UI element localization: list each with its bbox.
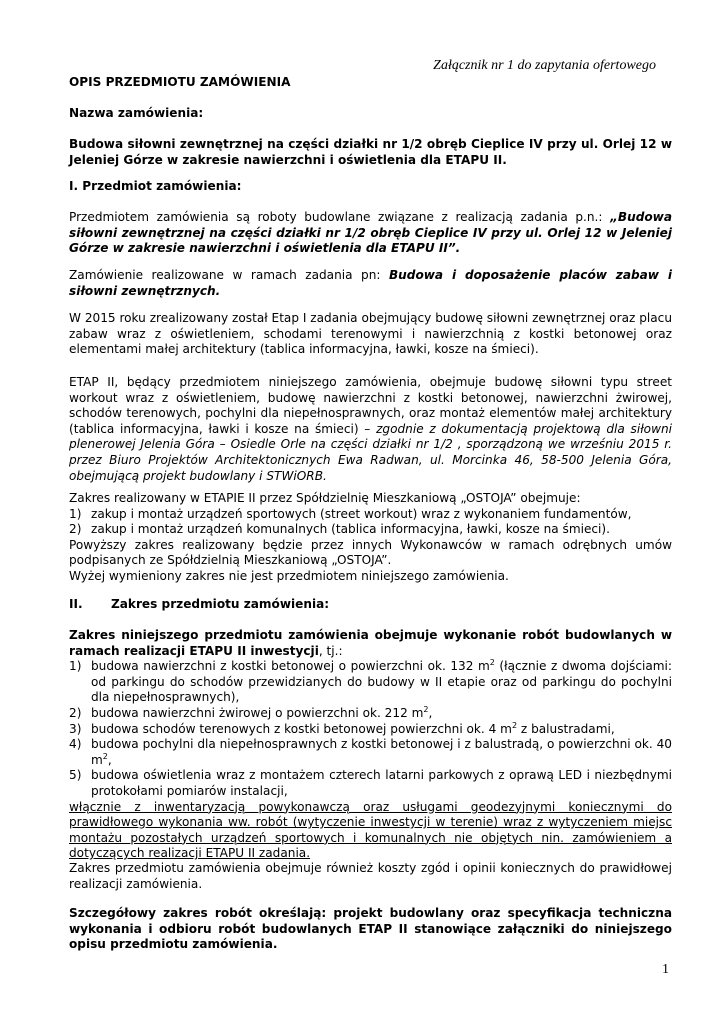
annex-label: Załącznik nr 1 do zapytania ofertowego [433, 58, 656, 73]
list-item-number: 5) [69, 768, 82, 783]
list-item-text: zakup i montaż urządzeń sportowych (street workout) wraz z wykonaniem fundamentów, [91, 506, 632, 521]
section-2-lead-bold: Zakres niniejszego przedmiotu zamówienia obejmuje wykonanie robót budowlanych w ramach realizacji ETAPU II inwestycji [69, 628, 672, 658]
list-item [69, 522, 672, 538]
section-1-heading: I. Przedmiot zamówienia: [69, 179, 242, 193]
program-task-name: Budowa i doposażenie placów zabaw i siłowni zewnętrznych. [69, 268, 672, 298]
scope-intro: Zakres realizowany w ETAPIE II przez Spółdzielnię Mieszkaniową „OSTOJA” obejmuje: [69, 491, 581, 505]
list-item [69, 659, 672, 706]
section-2-scope [69, 628, 672, 862]
section-1-paragraph-stage-2 [69, 375, 672, 484]
section-2-title: Zakres przedmiotu zamówienia: [111, 597, 330, 611]
stage-2-text: ETAP II, będący przedmiotem niniejszego zamówienia, obejmuje budowę siłowni typu street workout wraz z oświetleniem, budowę nawierzchni z kostki betonowej, nawierzchni żwirowej, schodów terenowych, pochylni dla niepełnosprawnych, oraz montaż elementów małej architektury (tablica informacyjna, ławki i kosze na śmieci) – [69, 375, 672, 436]
order-name: Budowa siłowni zewnętrznej na części działki nr 1/2 obręb Cieplice IV przy ul. Orlej 12 w Jeleniej Górze w zakresie nawierzchni i oświetlenia dla ETAPU II. [69, 137, 672, 167]
geodetic-services-note: włącznie z inwentaryzacją powykonawczą oraz usługami geodezyjnymi koniecznymi do prawidłowego wykonania ww. robót (wytyczenie inwestycji w terenie) wraz z wytyczeniem miejsc montażu pozostałych urządzeń sportowych i komunalnych nie objętych nin. zamówieniem a dotyczących realizacji ETAPU II zadania. [69, 799, 672, 861]
list-item-text: budowa oświetlenia wraz z montażem czterech latarni parkowych z oprawą LED i niezbędnymi protokołami pomiarów instalacji, [91, 768, 672, 798]
list-item-number: 2) [69, 522, 82, 537]
list-item-number: 1) [69, 506, 82, 521]
list-item-text: zakup i montaż urządzeń komunalnych (tablica informacyjna, ławki, kosze na śmieci). [91, 522, 610, 537]
list-item-text: budowa pochylni dla niepełnosprawnych z kostki betonowej i z balustradą, o powierzchni ok. 40 m [91, 737, 672, 767]
list-item-text: budowa nawierzchni z kostki betonowej o powierzchni ok. 132 m [91, 659, 490, 674]
document-title: OPIS PRZEDMIOTU ZAMÓWIENIA [69, 75, 291, 89]
section-1-scope-by-ostoja [69, 491, 672, 585]
list-item-text: budowa schodów terenowych z kostki betonowej powierzchni ok. 4 m [91, 721, 512, 736]
list-item-number: 1) [69, 659, 82, 674]
section-1-paragraph-program [69, 268, 672, 299]
list-item [69, 706, 672, 722]
page-number: 1 [662, 962, 669, 977]
order-name-label: Nazwa zamówienia: [69, 106, 204, 120]
list-item-text-tail: (łącznie z dwoma dojściami: od parkingu do schodów przewidzianych do budowy w II etapie oraz od parkingu do pochylni dla niepełnosprawnych), [91, 659, 672, 705]
costs-paragraph: Zakres przedmiotu zamówienia obejmuje również koszty zgód i opinii koniecznych do prawidłowej realizacji zamówienia. [69, 861, 672, 891]
section-1-paragraph-subject [69, 210, 672, 257]
section-2-lead [69, 628, 672, 659]
list-item-number: 2) [69, 705, 82, 720]
detailed-scope-paragraph: Szczegółowy zakres robót określają: projekt budowlany oraz specyfikacja techniczna wykonania i odbioru robót budowlanych ETAP II stanowiące załączniki do niniejszego opisu przedmiotu zamówienia. [69, 906, 672, 952]
list-item [69, 507, 672, 523]
list-item-number: 3) [69, 721, 82, 736]
program-intro: Zamówienie realizowane w ramach zadania pn: [69, 268, 389, 282]
list-item-number: 4) [69, 737, 82, 752]
list-item-text: budowa nawierzchni żwirowej o powierzchni ok. 212 m [91, 705, 424, 720]
section-2-lead-tail: , tj.: [318, 643, 343, 658]
list-item [69, 768, 672, 799]
list-item-text-tail: z balustradami, [517, 721, 615, 736]
section-1-paragraph-stage-1: W 2015 roku zrealizowany został Etap I zadania obejmujący budowę siłowni zewnętrznej oraz placu zabaw wraz z oświetleniem, schodami terenowymi i nawierzchnią z kostki betonowej oraz elementami małej architektury (tablica informacyjna, ławki, kosze na śmieci). [69, 311, 672, 357]
subject-task-name: „Budowa siłowni zewnętrznej na części działki nr 1/2 obręb Cieplice IV przy ul. Orlej 12 w Jeleniej Górze w zakresie nawierzchni i oświetlenia dla ETAPU II”. [69, 210, 672, 256]
list-item [69, 722, 672, 738]
superscript: 2 [102, 751, 108, 761]
stage-2-documentation: zgodnie z dokumentacją projektową dla siłowni plenerowej Jelenia Góra – Osiedle Orle na części działki nr 1/2 , sporządzoną we wrześniu 2015 r. przez Biuro Projektów Architektonicznych Ewa Radwan, ul. Morcinka 46, 58-500 Jelenia Góra, obejmującą projekt budowlany i STWiORB. [69, 421, 672, 483]
list-item [69, 737, 672, 768]
ostoja-scope-list [69, 507, 672, 538]
works-list [69, 659, 672, 799]
section-2-number: II. [69, 597, 83, 611]
superscript: 2 [489, 658, 495, 668]
list-item-text-tail: , [107, 752, 112, 767]
superscript: 2 [511, 720, 518, 730]
superscript: 2 [423, 704, 429, 714]
scope-other-contractors: Powyższy zakres realizowany będzie przez innych Wykonawców w ramach odrębnych umów podpisanych ze Spółdzielnią Mieszkaniową „OSTOJA”. [69, 537, 672, 568]
list-item-text-tail: , [428, 705, 433, 720]
scope-excluded-note: Wyżej wymieniony zakres nie jest przedmiotem niniejszego zamówienia. [69, 568, 509, 583]
section-2-heading [69, 597, 672, 613]
subject-intro: Przedmiotem zamówienia są roboty budowlane związane z realizacją zadania p.n.: [69, 210, 611, 224]
